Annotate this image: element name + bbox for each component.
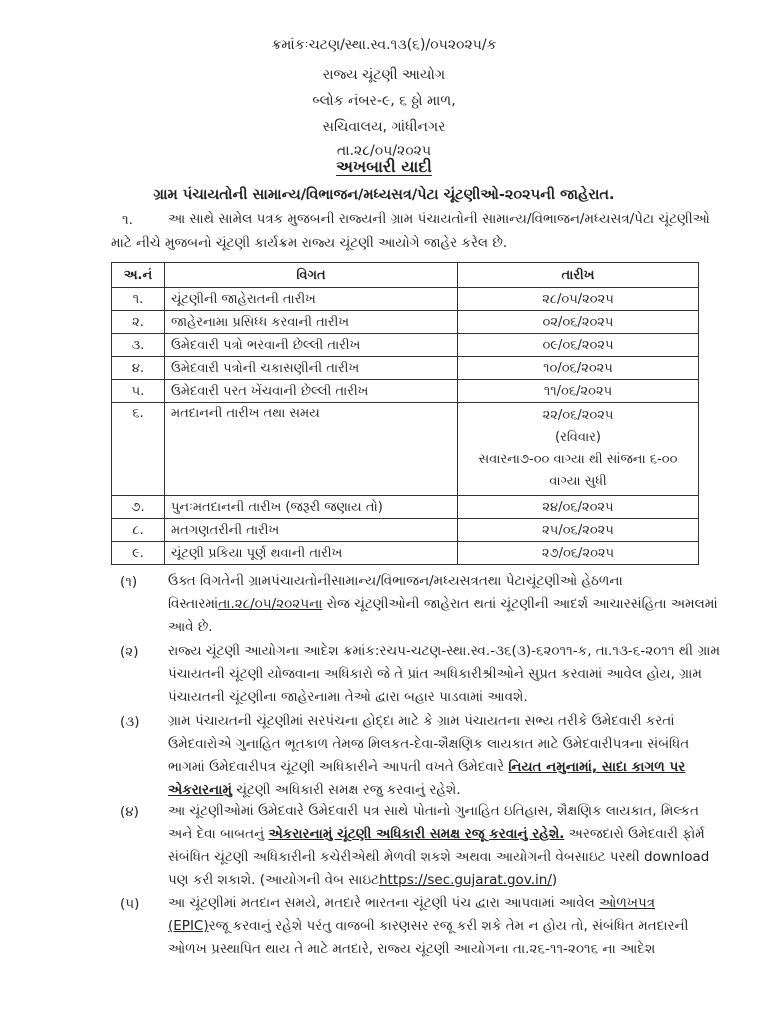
website-link[interactable]: https://sec.gujarat.gov.in/ [378, 872, 552, 888]
point-5-line-1 [168, 892, 710, 915]
point-3-line-4 [168, 779, 710, 802]
row-sn: ૨. [112, 311, 165, 334]
row-detail: ઉમેદવારી પત્રો ભરવાની છેલ્લી તારીખ [165, 334, 458, 357]
point-3-text [168, 710, 710, 802]
point-1-number: (૧) [120, 574, 138, 590]
point-1-line-2c: રોજ ચૂંટણીઓની જાહેરાત થતાં ચૂંટણીની આદર્શ આચારસંહિતા અમલમાં [322, 596, 718, 612]
point-1-text [168, 570, 718, 639]
point-5-text [168, 892, 710, 961]
address-line-2: સચિવાલય, ગાંધીનગર [322, 119, 446, 135]
column-header-sn: અ.નં [112, 263, 165, 288]
table-row [112, 519, 699, 542]
row-detail: પુનઃમતદાનની તારીખ (જરૂરી જણાય તો) [165, 496, 458, 519]
point-4-line-2a: અને દેવા બાબતનું [168, 826, 269, 842]
point-4-affidavit-underlined: એકરારનામું ચૂંટણી અધિકારી સમક્ષ રજૂ કરવાનું રહેશે. [268, 826, 565, 842]
point-3-format-underlined: નિયત નમુનામાં, સાદા કાગળ પર [508, 759, 686, 775]
row-detail: મતગણતરીની તારીખ [165, 519, 458, 542]
reference-number: ક્રમાંકઃચટણ/સ્થા.સ્વ.૧૩(૬)/૦૫૨૦૨૫/ક [271, 37, 497, 53]
point-2-line-2: પંચાયતની ચૂંટણી યોજવાના અધિકારો જે તે પ્રાંત અધિકારીશ્રીઓને સુપ્રત કરવામાં આવેલ હોય, ગ્રામ [168, 666, 702, 682]
row-date: ૧૦/૦૬/૨૦૨૫ [458, 357, 699, 380]
point-3-line-3 [168, 756, 710, 779]
document-date: તા.૨૮/૦૫/૨૦૨૫ [336, 143, 432, 159]
row-detail: ચૂંટણીની જાહેરાતની તારીખ [165, 288, 458, 311]
point-1-line-1: ઉક્ત વિગતેની ગ્રામપંચાયતોનીસામાન્ય/વિભાજન/મધ્યસત્રતથા પેટાચૂંટણીઓ હેઠળના [168, 573, 623, 589]
row-date: ૨૮/૦૫/૨૦૨૫ [458, 288, 699, 311]
row-sn: ૪. [112, 357, 165, 380]
point-4-line-2c: અરજદારો ઉમેદવારી ફોર્મ [564, 826, 705, 842]
intro-line-2: માટે નીચે મુજબનો ચૂંટણી કાર્યક્રમ રાજ્ય ચૂંટણી આયોગે જાહેર કરેલ છે. [111, 235, 508, 251]
row-date: ૦૯/૦૬/૨૦૨૫ [458, 334, 699, 357]
point-2-line-3: પંચાયતની ચૂંટણીના જાહેરનામા તેઓ દ્વારા બહાર પાડવામાં આવશે. [168, 689, 528, 705]
document-subtitle: ગ્રામ પંચાયતોની સામાન્ય/વિભાજન/મધ્યસત્ર/પેટા ચૂંટણીઓ-૨૦૨૫ની જાહેરાત. [153, 187, 615, 203]
row-detail: જાહેરનામા પ્રસિધ્ધ કરવાની તારીખ [165, 311, 458, 334]
point-5-line-2 [168, 915, 710, 938]
polling-date: ૨૨/૦૬/૨૦૨૫ [542, 408, 614, 423]
table-row [112, 403, 699, 496]
point-5-epic-underlined: (EPIC) [168, 918, 209, 934]
polling-day: (રવિવાર) [555, 430, 601, 445]
row-date: ૨૭/૦૬/૨૦૨૫ [458, 542, 699, 565]
row-sn: ૧. [112, 288, 165, 311]
point-1-date-underlined: તા.૨૮/૦૫/૨૦૨૫ના [218, 596, 323, 612]
polling-time: સવારના૭-૦૦ વાગ્યા થી સાંજના ૬-૦૦ વાગ્યા સુધી [478, 452, 678, 489]
point-4-line-1: આ ચૂંટણીઓમાં ઉમેદવારે ઉમેદવારી પત્ર સાથે પોતાનો ગુનાહિત ઇતિહાસ, શૈક્ષણિક લાયકાત, મિલ્કત [168, 803, 699, 819]
point-3-affidavit-underlined: એકરારનામું [168, 782, 232, 798]
point-3-line-3a: ભાગમાં ઉમેદવારીપત્ર ચૂંટણી અધિકારીને આપતી વખતે ઉમેદવારે [168, 759, 509, 775]
point-3-number: (૩) [120, 714, 140, 730]
row-sn: ૩. [112, 334, 165, 357]
row-date: ૨૪/૦૬/૨૦૨૫ [458, 496, 699, 519]
point-1-line-2 [168, 593, 718, 616]
row-detail: મતદાનની તારીખ તથા સમય [165, 403, 458, 496]
intro-line-1: આ સાથે સામેલ પત્રક મુજબની રાજ્યની ગ્રામ પંચાયતોની સામાન્ય/વિભાજન/મધ્યસત્ર/પેટા ચૂંટણીઓ [168, 211, 710, 227]
point-5-id-card-underlined: ઓળખપત્ર [599, 895, 656, 911]
table-row [112, 357, 699, 380]
document-title: અખબારી યાદી [336, 157, 432, 176]
address-line-1: બ્લોક નંબર-૯, ૬ ઠ્ઠો માળ, [312, 93, 456, 109]
table-row [112, 334, 699, 357]
row-detail: ઉમેદવારી પત્રોની ચકાસણીની તારીખ [165, 357, 458, 380]
election-schedule-table [111, 262, 699, 565]
row-detail: ચૂંટણી પ્રકિયા પૂર્ણ થવાની તારીખ [165, 542, 458, 565]
table-row [112, 542, 699, 565]
row-sn: ૭. [112, 496, 165, 519]
point-5-number: (૫) [120, 896, 140, 912]
point-5-line-2b: રજૂ કરવાનું રહેશે પરંતુ વાજબી કારણસર રજૂ કરી શકે તેમ ન હોય તો, સંબંધિત મતદારની [208, 918, 689, 934]
point-4-line-3: સંબંધિત ચૂંટણી અધિકારીની કચેરીએથી મેળવી શકશે અથવા આયોગની વેબસાઇટ પરથી download [168, 849, 710, 865]
point-4-line-4a: પણ કરી શકાશે. (આયોગની વેબ સાઇટ [168, 872, 379, 888]
point-4-line-4c: ) [551, 872, 558, 888]
point-4-line-2 [168, 823, 710, 846]
point-1-line-2a: વિસ્તારમાં [168, 596, 219, 612]
table-row [112, 380, 699, 403]
point-2-line-1: રાજ્ય ચૂંટણી આયોગના આદેશ ક્રમાંક:રચપ-ચટણ-સ્થા.સ્વ.-૩૬(૩)-૬૨૦૧૧-ક, તા.૧૩-૬-૨૦૧૧ થી ગ્રામ [168, 643, 721, 659]
table-row [112, 288, 699, 311]
row-sn: ૬. [112, 403, 165, 496]
point-3-line-4b: ચૂંટણી અધિકારી સમક્ષ રજુ કરવાનું રહેશે. [231, 782, 461, 798]
organization-name: રાજ્ય ચૂંટણી આયોગ [322, 67, 446, 83]
row-sn: ૯. [112, 542, 165, 565]
intro-number: ૧. [122, 212, 133, 228]
column-header-detail: વિગત [165, 263, 458, 288]
row-detail: ઉમેદવારી પરત ખેંચવાની છેલ્લી તારીખ [165, 380, 458, 403]
point-4-line-4 [168, 869, 710, 892]
point-3-line-1: ગ્રામ પંચાયતની ચૂંટણીમાં સરપંચના હોદ્દા માટે કે ગ્રામ પંચાયતના સભ્ય તરીકે ઉમેદવારી કરતાં [168, 713, 675, 729]
point-4-text [168, 800, 710, 892]
row-date: ૧૧/૦૬/૨૦૨૫ [458, 380, 699, 403]
point-4-number: (૪) [120, 804, 139, 820]
table-row [112, 311, 699, 334]
row-sn: ૫. [112, 380, 165, 403]
row-date-cell [458, 403, 699, 496]
table-header-row [112, 263, 699, 288]
row-date: ૦૨/૦૬/૨૦૨૫ [458, 311, 699, 334]
point-5-line-1a: આ ચૂંટણીમાં મતદાન સમયે, મતદારે ભારતના ચૂંટણી પંચ દ્વારા આપવામાં આવેલ [168, 895, 600, 911]
column-header-date: તારીખ [458, 263, 699, 288]
row-sn: ૮. [112, 519, 165, 542]
table-row [112, 496, 699, 519]
point-5-line-3: ઓળખ પ્રસ્થાપિત થાય તે માટે મતદારે, રાજ્ય ચૂંટણી આયોગના તા.૨૬-૧૧-૨૦૧૬ ના આદેશ [168, 941, 656, 957]
point-2-text [168, 640, 721, 709]
point-2-number: (૨) [120, 644, 139, 660]
point-3-line-2: ઉમેદવારોએ ગુનાહિત ભૂતકાળ તેમજ મિલકત-દેવા-શૈક્ષણિક લાયકાત માટે ઉમેદવારીપત્રના સંબંધિત [168, 736, 690, 752]
point-1-line-3: આવે છે. [168, 619, 213, 635]
row-date: ૨૫/૦૬/૨૦૨૫ [458, 519, 699, 542]
